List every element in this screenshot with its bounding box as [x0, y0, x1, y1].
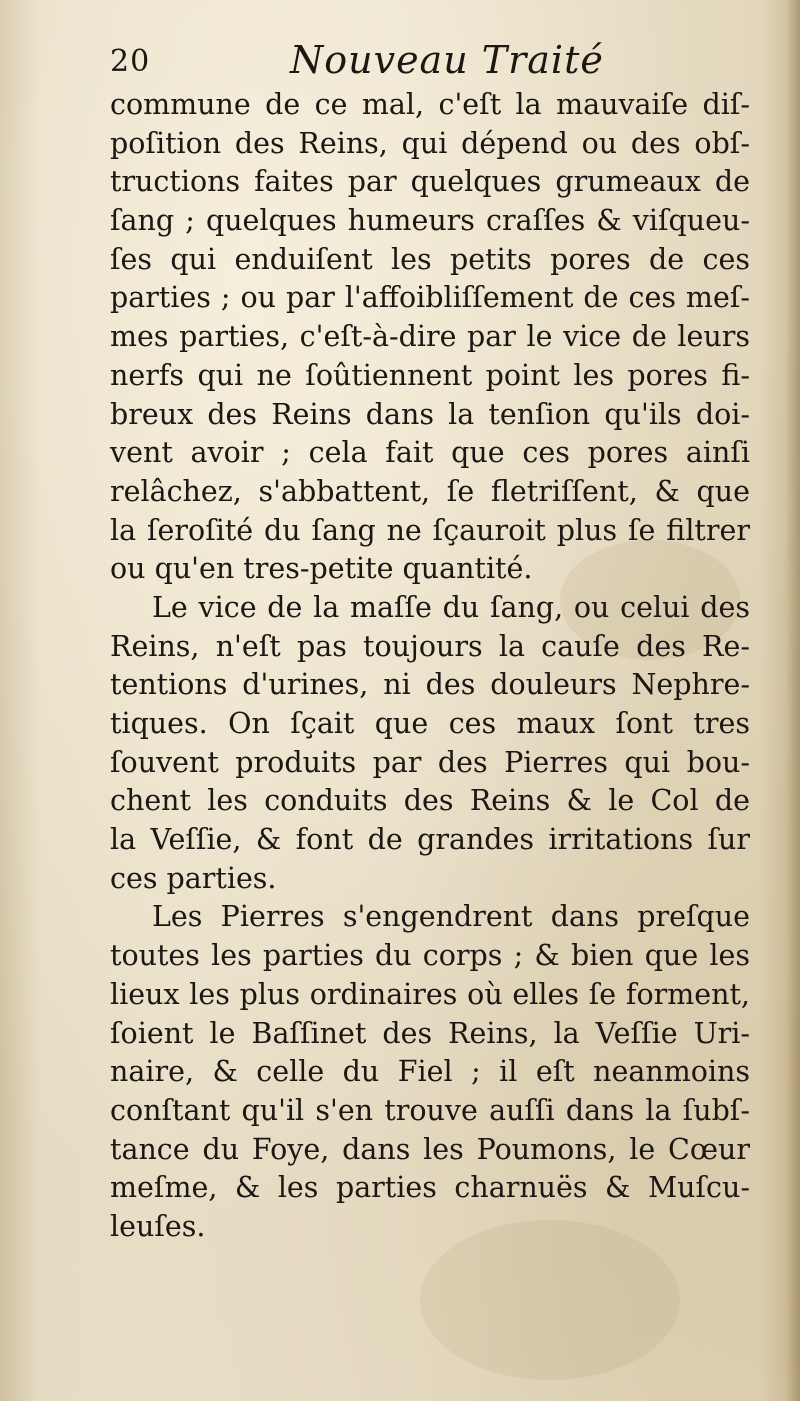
text-line: lieux les plus ordinaires où elles ſe forment,	[110, 977, 750, 1011]
text-line: tructions faites par quelques grumeaux de	[110, 165, 750, 199]
text-line: tiques. On ſçait que ces maux ſont tres	[110, 707, 750, 740]
paragraph-start-line: Les Pierres s'engendrent dans preſque	[152, 900, 750, 934]
text-line: ſang ; quelques humeurs craſſes & viſqueu-	[110, 204, 750, 238]
text-line: relâchez, s'abbattent, ſe fletriſſent, & que	[110, 474, 750, 508]
text-line: ſouvent produits par des Pierres qui bou-	[110, 745, 750, 779]
page-header	[110, 38, 750, 88]
text-line: nerfs qui ne ſoûtiennent point les pores fi-	[110, 358, 750, 392]
text-line: parties ; ou par l'affoibliſſement de ces meſ-	[110, 281, 750, 315]
text-line: toutes les parties du corps ; & bien que les	[110, 939, 750, 973]
text-line: poſition des Reins, qui dépend ou des obſ-	[110, 126, 750, 160]
text-line: ſes qui enduiſent les petits pores de ces	[110, 242, 750, 276]
text-line: la Veſſie, & font de grandes irritations ſur	[110, 823, 750, 857]
text-line: Reins, n'eſt pas toujours la cauſe des Re-	[110, 629, 750, 663]
text-line: commune de ce mal, c'eſt la mauvaiſe diſ-	[110, 88, 750, 121]
text-line: naire, & celle du Fiel ; il eſt neanmoins	[110, 1055, 750, 1089]
text-line: meſme, & les parties charnuës & Muſcu-	[110, 1171, 750, 1205]
text-line: leuſes.	[110, 1209, 206, 1243]
page-edge-shadow	[786, 0, 800, 1401]
text-line: ou qu'en tres-petite quantité.	[110, 552, 533, 586]
text-line: chent les conduits des Reins & le Col de	[110, 784, 750, 818]
page-number: 20	[110, 44, 151, 79]
text-line: la ſeroſité du ſang ne ſçauroit plus ſe filtrer	[110, 513, 750, 547]
text-line: breux des Reins dans la tenſion qu'ils doi-	[110, 397, 750, 431]
text-line: tentions d'urines, ni des douleurs Nephre-	[110, 668, 750, 702]
text-line: conſtant qu'il s'en trouve auſſi dans la ſubſ-	[110, 1093, 750, 1127]
text-line: ces parties.	[110, 861, 277, 895]
text-line: mes parties, c'eſt-à-dire par le vice de leurs	[110, 320, 750, 354]
text-line: ſoient le Baſſinet des Reins, la Veſſie Uri-	[110, 1016, 750, 1050]
text-line: tance du Foye, dans les Poumons, le Cœur	[110, 1132, 750, 1166]
running-title: Nouveau Traité	[290, 38, 604, 82]
text-line: vent avoir ; cela fait que ces pores ainſi	[110, 436, 750, 470]
body-text	[110, 86, 750, 1247]
paragraph-start-line: Le vice de la maſſe du ſang, ou celui des	[152, 590, 750, 624]
